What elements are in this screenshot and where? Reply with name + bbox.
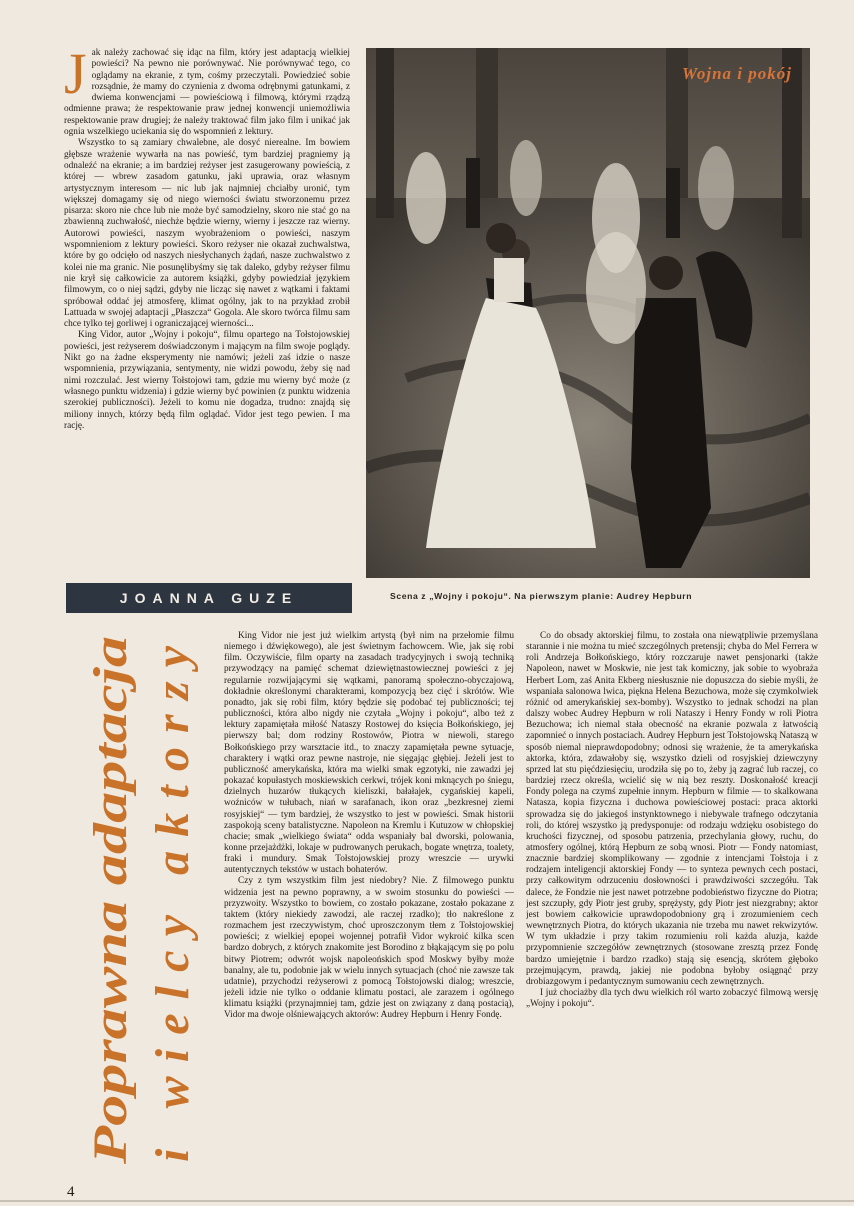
photo-caption: Scena z „Wojny i pokoju“. Na pierwszym planie: Audrey Hepburn: [390, 591, 693, 601]
headline-line-1: Poprawna adaptacja: [84, 757, 137, 1164]
intro-text: [64, 48, 350, 568]
ballroom-scene-image: [366, 48, 810, 578]
intro-paragraph: King Vidor, autor „Wojny i pokoju“, filmu opartego na Tołstojowskiej powieści, jest reżyserem doświadczonym i mającym na film swoje poglądy. Nikt go na żadne eksperymenty nie namówi; jeżeli zaś idzie o nasze wspomnienia, przywiązania, sentymenty, nie widzi powodu, żeby się nad nimi rozczulać. Jest wierny Tołstojowi tam, gdzie mu wierny być może (z własnego punktu widzenia) i gdzie wierny być powinien (z punktu widzenia szerokiej publiczności). Jeżeli to komu nie dogadza, trudno: znajdą się miliony innych, którzy będą film oglądać. Vidor jest tego pewien. I ma rację.: [64, 330, 350, 431]
page-number: 4: [67, 1184, 75, 1200]
film-title-overlay: Wojna i pokój: [682, 64, 792, 83]
intro-paragraph: ak należy zachować się idąc na film, który jest adaptacją wielkiej powieści? Na pewno nie porównywać. Nie porównywać tego, co oglądamy na ekranie, z tym, cośmy przeczytali. Powiedzieć sobie rozsądnie, że mamy do czynienia z dwoma odrębnymi gatunkami, z dwiema konwencjami — powieściową i filmową, którymi rządzą odmienne prawa; że respektowanie praw jednej konwencji uniemożliwia respektowanie praw drugiej; że należy traktować film jako film i unikać jak ognia wszelkiego uciekania się do wspomnień z lektury.: [64, 48, 350, 138]
article-paragraph: I już chociażby dla tych dwu wielkich ról warto zobaczyć filmową wersję „Wojny i pokoju“.: [526, 988, 818, 1010]
intro-paragraph: Wszystko to są zamiary chwalebne, ale dosyć nierealne. Im bowiem głębsze wrażenie wywarła na nas powieść, tym bardziej pragniemy ją odnaleźć na ekranie; a im bardziej reżyser jest zasugerowany powieścią, z której — wbrew zasadom gatunku, jaki uprawia, oraz własnym artystycznym interesom — nic lub jak najmniej chciałby uronić, tym większej domagamy się od niego wierności światu stworzonemu przez pisarza: skoro nie chce lub nie może być samodzielny, skoro nie stać go na zbawienną zuchwałość, niechże będzie wierny, wierny i jeszcze raz wierny. Autorowi powieści, naszym wyobrażeniom o powieści, naszym wspomnieniom z lektury powieści. Skoro reżyser nie okazał zuchwalstwa, które by go odcięło od naszych niesłychanych żądań, nasze zuchwalstwo z kolei nie ma granic. Nie posunęlibyśmy się tak daleko, gdyby reżyser filmu nie krył się całkowicie za autorem książki, gdyby powiedział językiem filmowym, co o niej sądzi, gdyby nie licząc się nawet z wątkami i faktami spróbował oddać jej atmosferę, klimat ogólny, jak to na przykład zrobił Lattuada w swojej adaptacji „Płaszcza“ Gogola. Ale skoro twórca filmu sam chce tylko tej gorliwej i ograniczającej wierności...: [64, 138, 350, 330]
article-paragraph: Co do obsady aktorskiej filmu, to została ona niewątpliwie przemyślana starannie i nie można tu mieć szczególnych pretensji; chyba do Mel Ferrera w roli Andrzeja Bołkońskiego, który rozczaruje nawet pensjonarki (także Napoleon, nawet w Moskwie, nie jest tak komiczny, jak sobie to wyobraża Herbert Lom, zaś Anita Ekberg niesłusznie nie dopuszcza do siebie myśli, że wspaniała salonowa lwica, piękna Helena Bezuchowa, może się czymkolwiek różnić od amerykańskiej sex-bomby). Wszystko to jednak schodzi na plan dalszy wobec Audrey Hepburn w roli Nataszy i Henry Fondy w roli Piotra Bezuchowa; ich niemal stała obecność na ekranie pozwala z łatwością zapomnieć o innych postaciach. Audrey Hepburn jest Tołstojowską Nataszą w sposób niemal nieprawdopodobny; odnosi się wrażenie, że ta amerykańska aktorka, która, zdawałoby się, wszystko dzieli od rosyjskiej dziewczyny sprzed lat stu pięćdziesięciu, urodziła się po to, żeby ją zagrać lub raczej, co bardziej rzecz określa, wcielić się w nią bez reszty. Doskonałość kreacji Fondy polega na czymś zupełnie innym. Hepburn w filmie — to skalkowana Natasza, kopia fizyczna i duchowa powieściowej postaci: praca aktorki sprowadza się do jakiegoś instynktownego i niebywale trafnego odczytania roli, do której wszystko ją predysponuje: od rodzaju wdzięku osobistego do kruchości fizycznej, od sposobu patrzenia, przechylania głowy, ruchu, do atmosfery ogólnej, którą Hepburn ze sobą wnosi. Piotr — Fondy natomiast, znacznie bardziej skomplikowany — zgodnie z intencjami Tołstoja i z rodzajem inteligencji aktorskiej Fondy — to synteza pewnych cech postaci, przy całkowitym odrzuceniu dosłowności i prawdziwości szczegółu. Tak dalece, że Fondzie nie jest nawet potrzebne podobieństwo fizyczne do Piotra; jest szczupły, gdy Piotr jest gruby, sprężysty, gdy Piotr jest niezgrabny; aktor jest bowiem całkowicie uprawdopodobniony grą i zrozumieniem cech wewnętrznych Piotra, do których ukazania nie trzeba mu nawet rekwizytów. W tym układzie i przy takim rozumieniu roli każda aluzja, każde przypomnienie szczegółów zewnętrznych (stosowane zresztą przez Fondę bardzo umiejętnie i bardzo rzadko) stają się esencją, skrótem głęboko przejmującym, prawdą, jakiej nie podobna byłoby osiągnąć przy drobiazgowym i pedantycznym sumowaniu cech zewnętrznych.: [526, 631, 818, 987]
article-column-1: [224, 631, 514, 1171]
vertical-headline: [76, 632, 200, 1172]
author-name: JOANNA GUZE: [119, 590, 299, 606]
article-paragraph: Czy z tym wszystkim film jest niedobry? Nie. Z filmowego punktu widzenia jest na pewno poprawny, a w swoim stosunku do powieści — przyzwoity. Wszystko to bowiem, co zostało pokazane, zostało pokazane z taktem (który niekiedy zawodzi, ale raczej rzadko); tło nakreślone z rozmachem jest rzeczywistym, choć uproszczonym tłem z Tołstojowskiej powieści; z wielkiej epopei wojennej potrafił Vidor wykroić kilka scen bardzo dobrych, z których znakomite jest Borodino z błąkającym się po polu bitwy Piotrem; odwrót wojsk napoleońskich spod Moskwy byłby może banalny, ale tu, podobnie jak w wielu innych sytuacjach (choć nie zawsze tak udatnie), przychodzi reżyserowi z pomocą Tołstojowski dialog; wreszcie, jeżeli idzie nie tylko o oddanie klimatu postaci, ale zarazem i ogólnego klimatu książki (przynajmniej tam, gdzie jest on związany z daną postacią), Vidor ma dwoje olśniewających aktorów: Audrey Hepburn i Henry Fondę.: [224, 876, 514, 1021]
article-column-2: [526, 631, 818, 1171]
page-bottom-rule: [0, 1200, 854, 1202]
article-headline: [76, 632, 200, 1172]
drop-cap: J: [64, 48, 87, 106]
article-paragraph: King Vidor nie jest już wielkim artystą (był nim na przełomie filmu niemego i dźwiękowego), ale jest świetnym fachowcem. Wie, jak się robi film. Oczywiście, film oparty na zasadach tradycyjnych i swoją techniką przywodzący na pamięć schemat dziewiętnastowiecznej powieści z jej regularnie rozwijającymi się wątkami, panoramą społeczno-obyczajową, dokładnie określonymi charakterami, kompozycją bez cięć i skrótów. Wie ponadto, jak się robi film, który będzie się podobać tej publiczności; tej publiczności, która albo nigdy nie czytała „Wojny i pokoju“, albo też z lektury zapamiętała miłość Nataszy Rostowej do księcia Bołkońskiego, jej pierwszy bal; dom rodziny Rostowów, Piotra w niewoli, starego Bołkońskiego przy warsztacie itd., to znaczy zapamiętała pewne sytuacje, charaktery i wątki oraz pewne nastroje, nie sięgając głębiej. Jeżeli jest to publiczność amerykańska, która ma wielki smak egzotyki, nie zawadzi jej pokazać kopułastych moskiewskich cerkwi, trójek koni mknących po śniegu, dzielnych huzarów tłukących kieliszki, bałałajek, cygańskiej kapeli, woźniców w tułubach, niań w sarafanach, ikon oraz „bezkresnej ziemi rosyjskiej“ — tym bardziej, że wszystko to jest w powieści. Smak historii zaspokoją sceny batalistyczne. Napoleon na Kremlu i Kutuzow w chłopskiej chacie; smak „wielkiego świata“ odda wspaniały bal dworski, polowania, konne przejażdżki, lokaje w pudrowanych perukach, bogate wnętrza, toalety, fraki i mundury. Smak Tołstojowskiej prozy wreszcie — urywki autentycznych tekstów w ustach bohaterów.: [224, 631, 514, 876]
headline-line-2: i wielcy aktorzy: [146, 646, 199, 1162]
author-byline: [66, 583, 352, 613]
film-still-photo: [366, 48, 810, 578]
